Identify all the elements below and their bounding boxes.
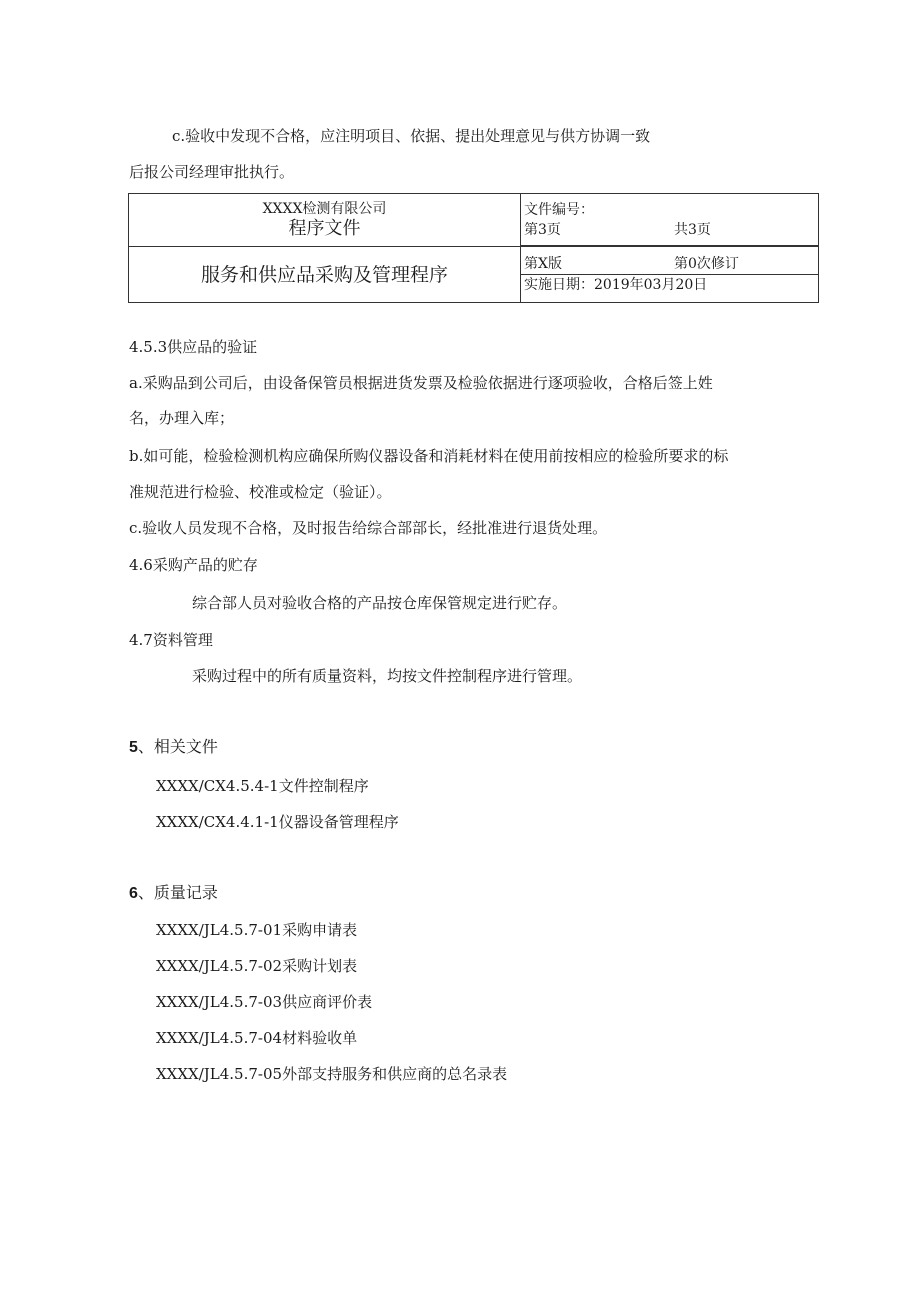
section-6-number: 6 (129, 885, 138, 902)
effective-date: 实施日期：2019年03月20日 (521, 274, 818, 295)
document-header-table (128, 193, 819, 303)
edition-label: 第X版 (524, 256, 562, 272)
section-46-body: 综合部人员对验收合格的产品按仓库保管规定进行贮存。 (192, 594, 568, 612)
related-doc-item: XXXX/CX4.4.1-1仪器设备管理程序 (156, 813, 399, 831)
section-47-body: 采购过程中的所有质量资料，均按文件控制程序进行管理。 (192, 667, 583, 685)
page-label: 第3页 (524, 221, 561, 238)
quality-record-item: XXXX/JL4.5.7-02采购计划表 (156, 957, 358, 975)
section-453-a-line-2: 名，办理入库； (129, 409, 235, 427)
quality-record-item: XXXX/JL4.5.7-05外部支持服务和供应商的总名录表 (156, 1065, 508, 1083)
header-title-cell (129, 194, 521, 247)
quality-record-item: XXXX/JL4.5.7-01采购申请表 (156, 921, 358, 939)
section-5-heading (129, 736, 218, 759)
intro-line-1: c.验收中发现不合格，应注明项目、依据、提出处理意见与供方协调一致 (172, 127, 651, 145)
section-47-title: 4.7资料管理 (129, 631, 213, 649)
quality-record-item: XXXX/JL4.5.7-03供应商评价表 (156, 993, 373, 1011)
intro-line-2: 后报公司经理审批执行。 (129, 163, 295, 181)
revision-label: 第0次修订 (674, 256, 739, 272)
section-453-b-line-2: 准规范进行检验、校准或检定（验证）。 (129, 483, 392, 501)
page-info (524, 220, 815, 240)
procedure-title: 服务和供应品采购及管理程序 (200, 263, 448, 286)
section-5-number: 5 (129, 739, 138, 756)
doc-number-cell (521, 194, 819, 246)
section-453-a-line-1: a.采购品到公司后，由设备保管员根据进货发票及检验依据进行逐项验收，合格后签上姓 (129, 374, 713, 392)
procedure-title-cell (129, 247, 521, 303)
doc-number-label: 文件编号： (524, 201, 594, 218)
section-5-title: 、相关文件 (137, 737, 218, 756)
company-name: XXXX检测有限公司 (262, 201, 387, 217)
edition-info (524, 254, 815, 274)
section-6-heading (129, 882, 218, 905)
section-453-title: 4.5.3供应品的验证 (129, 338, 258, 356)
related-doc-item: XXXX/CX4.5.4-1文件控制程序 (156, 777, 369, 795)
section-6-title: 、质量记录 (137, 883, 218, 902)
section-453-c-line: c.验收人员发现不合格，及时报告给综合部部长，经批准进行退货处理。 (129, 519, 608, 537)
quality-record-item: XXXX/JL4.5.7-04材料验收单 (156, 1029, 358, 1047)
document-type: 程序文件 (288, 218, 361, 239)
total-pages-label: 共3页 (674, 221, 711, 238)
section-453-b-line-1: b.如可能，检验检测机构应确保所购仪器设备和消耗材料在使用前按相应的检验所要求的标 (129, 447, 729, 465)
edition-cell (521, 247, 819, 303)
section-46-title: 4.6采购产品的贮存 (129, 556, 258, 574)
